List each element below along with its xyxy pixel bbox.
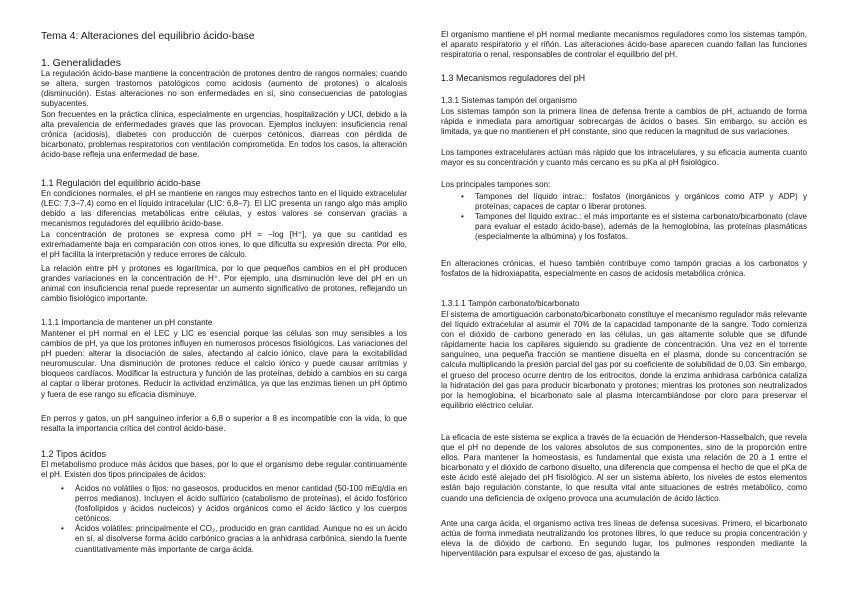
document-title: Tema 4: Alteraciones del equilibrio ácido-base [41, 30, 255, 42]
section-1-3-1-paragraph-2: Los tampones extracelulares actúan más rápido que los intracelulares, y su eficacia aumenta cuanto mayor es su concentración y cuanto más cercano es su pKa al pH fisiológico. [441, 148, 807, 168]
section-1-3-1-1-paragraph-1: El sistema de amortiguación carbonato/bicarbonato constituye el mecanismo regulador más relevante del líquido extracelular al asumir el 70% de la capacidad tamponante de la sangre. Todo comienza con el dióxido de carbono generado en las células, un gas altamente soluble que se difunde rápidamente hacia los capilares siguiendo su gradiente de concentración. Una vez en el torrente sanguíneo, una pequeña fracción se mantiene disuelta en el plasma, donde su concentración se calcula multiplicando la presión parcial del gas por su coeficiente de solubilidad de 0,03. Sin embargo, el grueso del proceso ocurre dentro de los eritrocitos, donde la enzima anhidrasa carbónica cataliza la hidratación del gas para producir bicarbonato y protones; mientras los protones son neutralizados por la hemoglobina, el bicarbonato sale al plasma intercambiándose por cloro para preservar el equilibrio eléctrico celular. [441, 310, 807, 410]
section-1-paragraph-1: La regulación ácido-base mantiene la concentración de protones dentro de rangos normales; cuando se altera, surgen trastornos patológicos como acidosis (aumento de protones) o alcalosis (disminución). Estas alteraciones no son enfermedades en sí, sino consecuencias de patologías subyacentes. [41, 69, 407, 109]
section-1-1-1-paragraph-2: En perros y gatos, un pH sanguíneo inferior a 6,8 o superior a 8 es incompatible con la vida, lo que resalta la importancia crítica del control ácido-base. [41, 414, 407, 434]
list-item: • Ácidos no volátiles o fijos: no gaseosos, producidos en menor cantidad (50-100 mEq/día en perros medianos). Incluyen el ácido sulfúrico (catabolismo de proteínas), el ácido fosfórico (fosfolípidos y ácidos nucleicos) y ácidos orgánicos como el ácido láctico y los cuerpos cetónicos. [41, 484, 407, 524]
intro-paragraph: El organismo mantiene el pH normal mediante mecanismos reguladores como los sistemas tampón, el aparato respiratorio y el riñón. Las alteraciones ácido-base aparecen cuando fallan las funciones respiratoria o renal, responsables de controlar el equilibrio del pH. [441, 30, 807, 60]
section-1-3-1-paragraph-3: Los principales tampones son: [441, 180, 551, 189]
buffers-list [441, 192, 807, 242]
list-item: • Tampones del líquido intrac.: fosfatos (inorgánicos y orgánicos como ATP y ADP) y proteínas, capaces de captar o liberar protones. [441, 192, 807, 212]
section-1-1-paragraph-2: La concentración de protones se expresa como pH = −log [H⁺], ya que su cantidad es extremadamente baja en comparación con otros iones, lo que dificulta su expresión directa. Por ello, el pH facilita la interpretación y reduce errores de cálculo. [41, 230, 407, 260]
list-item: • Ácidos volátiles: principalmente el CO₂, producido en gran cantidad. Aunque no es un ácido en sí, al disolverse forma ácido carbónico gracias a la anhidrasa carbónica, siendo la fuente cuantitativamente más importante de carga ácida. [41, 524, 407, 554]
section-1-3-1-1-heading: 1.3.1.1 Tampón carbonato/bicarbonato [441, 299, 580, 308]
section-1-3-1-1-paragraph-3: Ante una carga ácida, el organismo activa tres líneas de defensa sucesivas. Primero, el bicarbonato actúa de forma inmediata neutralizando los protones libres, lo que reduce su propia concentración y eleva la de dióxido de carbono. En segundo lugar, los pulmones responden mediante la hiperventilación para expulsar el exceso de gas, ajustando la [441, 519, 807, 559]
section-1-2-heading: 1.2 Tipos ácidos [41, 449, 107, 459]
section-1-3-1-paragraph-1: Los sistemas tampón son la primera línea de defensa frente a cambios de pH, actuando de forma rápida e inmediata para amortiguar sobrecargas de ácidos o bases. Sin embargo, su acción es limitada, ya que no mantienen el pH constante, sino que reducen la magnitud de sus variaciones. [441, 107, 807, 137]
section-1-3-1-paragraph-4: En alteraciones crónicas, el hueso también contribuye como tampón gracias a los carbonatos y fosfatos de la hidroxiapatita, especialmente en casos de acidosis metabólica crónica. [441, 259, 807, 279]
section-1-3-1-1-paragraph-2: La eficacia de este sistema se explica a través de la ecuación de Henderson-Hasselbalch, que revela que el pH no depende de los valores absolutos de sus componentes, sino de la proporción entre ellos. Para mantener la homeostasis, es fundamental que exista una relación de 20 a 1 entre el bicarbonato y el dióxido de carbono disuelto, una diferencia que compensa el hecho de que el pKa de este ácido esté alejado del pH fisiológico. Al ser un sistema abierto, los niveles de estos elementos están bajo regulación constante, lo que resulta vital ante situaciones de estrés metabólico, como cuando una deficiencia de oxígeno provoca una acumulación de ácido láctico. [441, 433, 807, 503]
acid-types-list [41, 484, 407, 555]
section-1-1-heading: 1.1 Regulación del equilibrio ácido-base [41, 178, 201, 188]
section-1-3-heading: 1.3 Mecanismos reguladores del pH [441, 73, 586, 83]
section-1-heading: 1. Generalidades [41, 57, 121, 69]
section-1-paragraph-2: Son frecuentes en la práctica clínica, especialmente en urgencias, hospitalización y UCI, debido a la alta prevalencia de enfermedades graves que las provocan. Ejemplos incluyen: insuficiencia renal crónica (acidosis), diabetes con producción de cuerpos cetónicos, diarreas con pérdida de bicarbonato, problemas respiratorios con ventilación comprometida. En todos los casos, la alteración ácido-base refleja una enfermedad de base. [41, 110, 407, 160]
section-1-2-paragraph-1: El metabolismo produce más ácidos que bases, por lo que el organismo debe regular continuamente el pH. Existen dos tipos principales de ácidos: [41, 460, 407, 480]
section-1-1-1-paragraph-1: Mantener el pH normal en el LEC y LIC es esencial porque las células son muy sensibles a los cambios de pH, ya que los protones influyen en numerosos procesos fisiológicos. Las variaciones del pH pueden: alterar la disociación de sales, afectando al calcio iónico, clave para la excitabilidad neuromuscular. Una disminución de protones reduce el calcio iónico y puede causar arritmias y bloqueos cardíacos. Modificar la estructura y función de las proteínas, debido a cambios en su carga al captar o liberar protones. Reducir la actividad enzimática, ya que las enzimas tienen un pH óptimo y fuera de ese rango su eficacia disminuye. [41, 329, 407, 399]
section-1-1-paragraph-1: En condiciones normales, el pH se mantiene en rangos muy estrechos tanto en el líquido extracelular (LEC: 7,3–7,4) como en el líquido intracelular (LIC: 6,8–7). El LIC presenta un rango algo más amplio debido a las diferencias metabólicas entre células, y estos valores se conservan gracias a mecanismos reguladores del equilibrio ácido-base. [41, 189, 407, 229]
list-item: • Tampones del líquido extrac.: el más importante es el sistema carbonato/bicarbonato (clave para evaluar el estado ácido-base), además de la hemoglobina, las proteínas plasmáticas (especialmente la albúmina) y los fosfatos. [441, 212, 807, 242]
section-1-3-1-heading: 1.3.1 Sistemas tampón del organismo [441, 96, 577, 105]
section-1-1-paragraph-3: La relación entre pH y protones es logarítmica, por lo que pequeños cambios en el pH producen grandes variaciones en la concentración de H⁺. Por ejemplo, una disminución leve del pH en un animal con insuficiencia renal puede representar un aumento significativo de protones, reflejando un cambio fisiológico importante. [41, 264, 407, 304]
section-1-1-1-heading: 1.1.1 Importancia de mantener un pH constante [41, 318, 213, 327]
